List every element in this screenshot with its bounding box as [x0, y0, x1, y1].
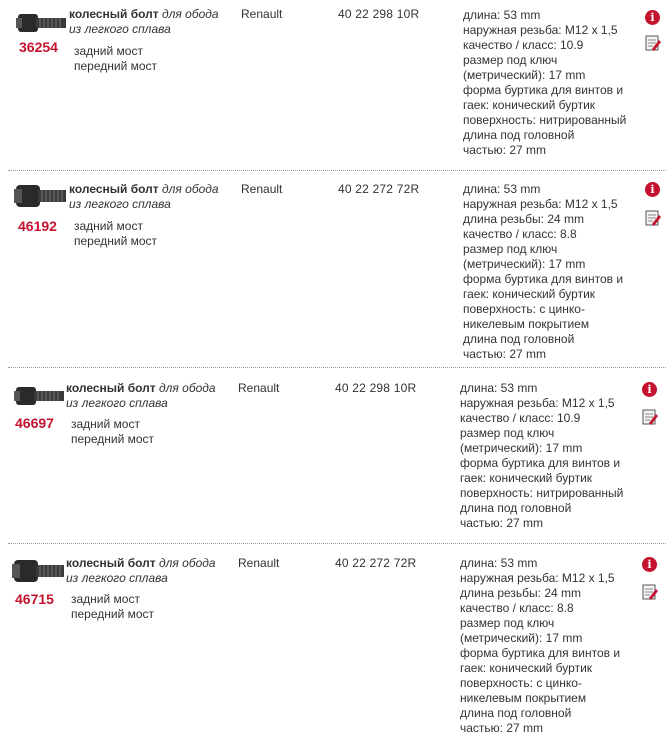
info-icon[interactable]: i	[645, 10, 660, 25]
notepad-edit-icon[interactable]	[641, 408, 659, 426]
axle-rear: задний мост	[74, 219, 143, 233]
product-description-1: для обода	[159, 556, 216, 570]
product-description-1: для обода	[159, 381, 216, 395]
spec-line: длина под головной	[460, 501, 572, 515]
spec-list	[460, 556, 635, 736]
vehicle-brand: Renault	[241, 7, 283, 21]
spec-line: длина: 53 mm	[460, 556, 538, 570]
spec-line: частью: 27 mm	[463, 143, 547, 157]
spec-line: частью: 27 mm	[460, 721, 544, 735]
info-icon[interactable]: i	[642, 382, 657, 397]
spec-line: никелевым покрытием	[460, 691, 587, 705]
spec-line: длина: 53 mm	[460, 381, 538, 395]
axle-list	[74, 219, 157, 249]
spec-line: гаек: конический буртик	[463, 98, 596, 112]
oe-number: 40 22 272 72R	[335, 556, 417, 570]
notepad-edit-icon[interactable]	[644, 34, 662, 52]
spec-line: поверхность: нитрированный	[460, 486, 624, 500]
spec-line: поверхность: с цинко-	[463, 302, 585, 316]
spec-line: наружная резьба: M12 x 1,5	[463, 197, 618, 211]
spec-list	[460, 381, 635, 531]
spec-line: качество / класс: 8.8	[460, 601, 574, 615]
axle-rear: задний мост	[71, 417, 140, 431]
product-description-2: из легкого сплава	[69, 22, 171, 36]
spec-line: длина резьбы: 24 mm	[463, 212, 585, 226]
product-title	[66, 556, 226, 586]
axle-front: передний мост	[74, 59, 158, 73]
product-description-2: из легкого сплава	[66, 571, 168, 585]
row-separator	[8, 170, 666, 171]
axle-rear: задний мост	[74, 44, 143, 58]
spec-line: длина под головной	[463, 128, 575, 142]
spec-line: размер под ключ	[463, 242, 558, 256]
spec-line: гаек: конический буртик	[463, 287, 596, 301]
bolt-thumbnail[interactable]	[12, 6, 74, 42]
spec-line: наружная резьба: M12 x 1,5	[460, 571, 615, 585]
product-description-2: из легкого сплава	[66, 396, 168, 410]
axle-front: передний мост	[71, 607, 155, 621]
article-number-link[interactable]: 36254	[19, 39, 58, 55]
spec-line: форма буртика для винтов и	[460, 456, 621, 470]
spec-line: частью: 27 mm	[463, 347, 547, 361]
notepad-edit-icon[interactable]	[644, 209, 662, 227]
vehicle-brand: Renault	[238, 381, 280, 395]
article-number-link[interactable]: 46192	[18, 218, 57, 234]
vehicle-brand: Renault	[241, 182, 283, 196]
bolt-thumbnail[interactable]	[12, 179, 74, 215]
spec-line: поверхность: с цинко-	[460, 676, 582, 690]
product-description-2: из легкого сплава	[69, 197, 171, 211]
spec-line: гаек: конический буртик	[460, 661, 593, 675]
article-number-link[interactable]: 46697	[15, 415, 54, 431]
vehicle-brand: Renault	[238, 556, 280, 570]
product-description-1: для обода	[162, 7, 219, 21]
spec-line: поверхность: нитрированный	[463, 113, 627, 127]
spec-line: (метрический): 17 mm	[463, 257, 586, 271]
bolt-thumbnail[interactable]	[10, 379, 72, 415]
spec-line: (метрический): 17 mm	[463, 68, 586, 82]
spec-line: наружная резьба: M12 x 1,5	[463, 23, 618, 37]
spec-line: (метрический): 17 mm	[460, 631, 583, 645]
oe-number: 40 22 298 10R	[338, 7, 420, 21]
spec-line: гаек: конический буртик	[460, 471, 593, 485]
product-name: колесный болт	[66, 381, 156, 395]
axle-list	[74, 44, 157, 74]
product-name: колесный болт	[69, 182, 159, 196]
spec-line: форма буртика для винтов и	[460, 646, 621, 660]
product-name: колесный болт	[66, 556, 156, 570]
notepad-edit-icon[interactable]	[641, 583, 659, 601]
spec-line: размер под ключ	[460, 426, 555, 440]
spec-line: длина: 53 mm	[463, 8, 541, 22]
spec-line: никелевым покрытием	[463, 317, 590, 331]
product-title	[66, 381, 226, 411]
row-separator	[8, 543, 666, 544]
product-row	[0, 374, 671, 542]
spec-line: качество / класс: 10.9	[463, 38, 584, 52]
spec-line: форма буртика для винтов и	[463, 272, 624, 286]
article-number-link[interactable]: 46715	[15, 591, 54, 607]
spec-line: размер под ключ	[460, 616, 555, 630]
spec-line: форма буртика для винтов и	[463, 83, 624, 97]
spec-line: длина под головной	[460, 706, 572, 720]
spec-line: размер под ключ	[463, 53, 558, 67]
product-row	[0, 549, 671, 754]
axle-list	[71, 592, 154, 622]
spec-line: качество / класс: 10.9	[460, 411, 581, 425]
product-row	[0, 175, 671, 365]
product-description-1: для обода	[162, 182, 219, 196]
spec-line: длина: 53 mm	[463, 182, 541, 196]
axle-front: передний мост	[74, 234, 158, 248]
info-icon[interactable]: i	[645, 182, 660, 197]
info-icon[interactable]: i	[642, 557, 657, 572]
spec-list	[463, 8, 638, 158]
spec-line: (метрический): 17 mm	[460, 441, 583, 455]
spec-line: частью: 27 mm	[460, 516, 544, 530]
spec-line: наружная резьба: M12 x 1,5	[460, 396, 615, 410]
axle-front: передний мост	[71, 432, 155, 446]
oe-number: 40 22 298 10R	[335, 381, 417, 395]
product-title	[69, 182, 229, 212]
spec-line: длина под головной	[463, 332, 575, 346]
spec-line: качество / класс: 8.8	[463, 227, 577, 241]
bolt-thumbnail[interactable]	[10, 554, 72, 590]
product-title	[69, 7, 229, 37]
spec-line: длина резьбы: 24 mm	[460, 586, 582, 600]
spec-list	[463, 182, 638, 362]
oe-number: 40 22 272 72R	[338, 182, 420, 196]
axle-rear: задний мост	[71, 592, 140, 606]
product-name: колесный болт	[69, 7, 159, 21]
axle-list	[71, 417, 154, 447]
row-separator	[8, 367, 666, 368]
product-row	[0, 0, 671, 168]
